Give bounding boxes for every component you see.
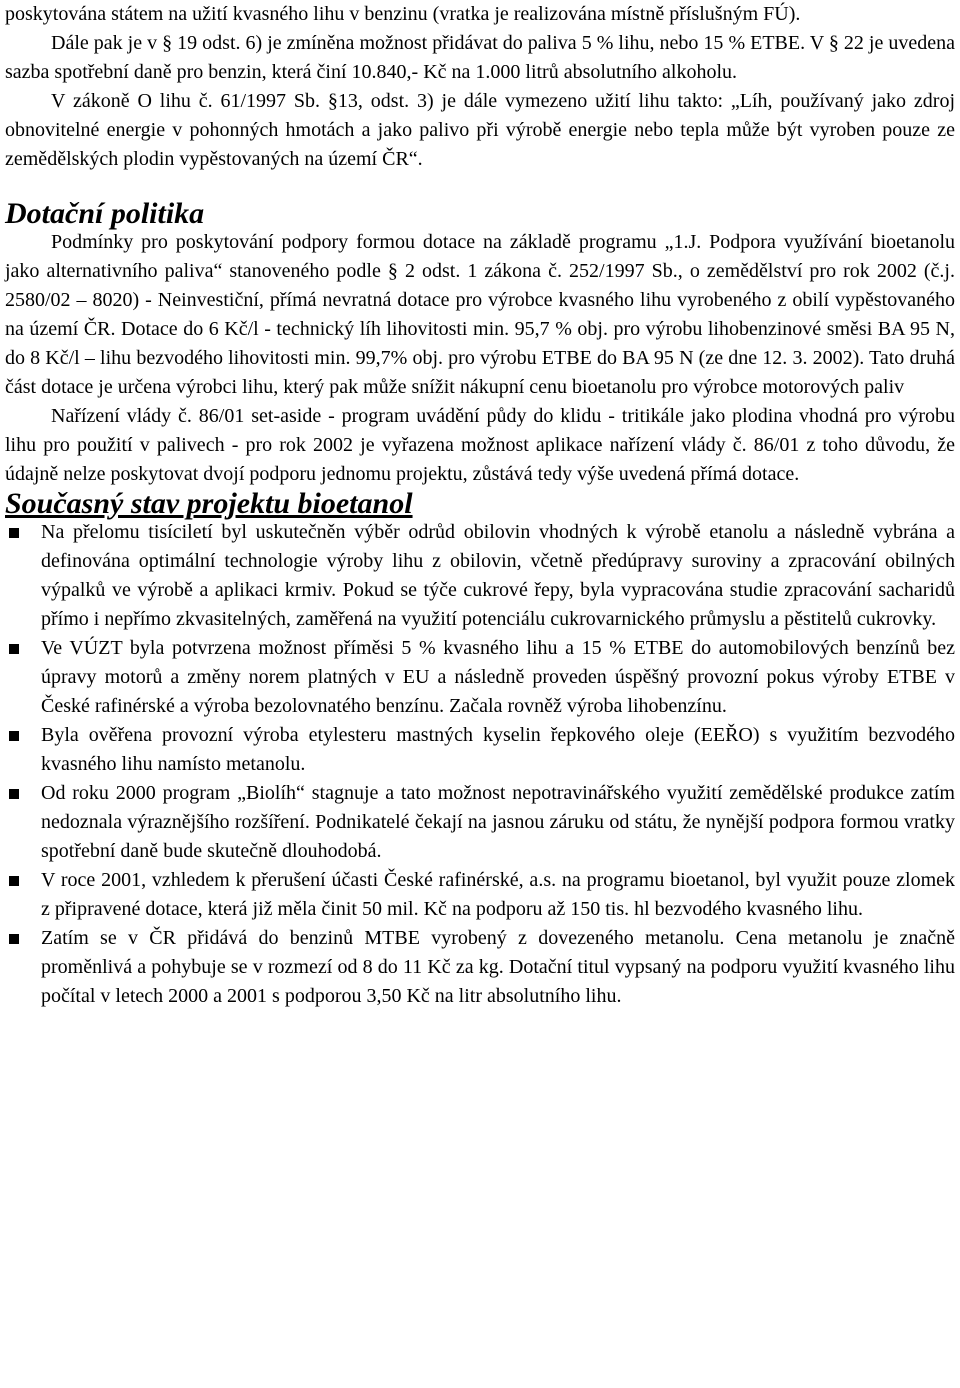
list-item-text: V roce 2001, vzhledem k přerušení účasti České rafinérské, a.s. na programu bioetanol, byl využit pouze zlomek z připravené dotace, která již měla činit 50 mil. Kč na podporu až 150 tis. hl bezvodého kvasného lihu.	[41, 869, 955, 920]
project-status-heading: Současný stav projektu bioetanol	[5, 487, 413, 520]
list-item	[5, 924, 955, 1011]
list-item-text: Zatím se v ČR přidává do benzinů MTBE vyrobený z dovezeného metanolu. Cena metanolu je značně proměnlivá a pohybuje se v rozmezí od 8 do 11 Kč za kg. Dotační titul vypsaný na podporu využití kvasného lihu počítal v letech 2000 a 2001 s podporou 3,50 Kč na litr absolutního lihu.	[41, 927, 955, 1007]
list-item	[5, 518, 955, 634]
square-bullet-icon	[9, 934, 19, 944]
intro-paragraph-1: poskytována státem na užití kvasného lihu v benzinu (vratka je realizována místně příslušným FÚ).	[5, 3, 801, 25]
subsidy-paragraph-1: Podmínky pro poskytování podpory formou dotace na základě programu „1.J. Podpora využívání bioetanolu jako alternativního paliva“ stanoveného podle § 2 odst. 1 zákona č. 252/1997 Sb., o zemědělství pro rok 2002 (č.j. 2580/02 – 8020) - Neinvestiční, přímá nevratná dotace pro výrobce kvasného lihu vyrobeného z obilí vypěstovaného na území ČR. Dotace do 6 Kč/l - technický líh lihovitosti min. 95,7 % obj. pro výrobu lihobenzinové směsi BA 95 N, do 8 Kč/l – lihu bezvodého lihovitosti min. 99,7% obj. pro výrobu ETBE do BA 95 N (ze dne 12. 3. 2002). Tato druhá část dotace je určena výrobci lihu, který pak může snížit nákupní cenu bioetanolu pro výrobce motorových paliv	[5, 231, 955, 398]
square-bullet-icon	[9, 528, 19, 538]
intro-paragraph-3: V zákoně O lihu č. 61/1997 Sb. §13, odst. 3) je dále vymezeno užití lihu takto: „Líh, používaný jako zdroj obnovitelné energie v pohonných hmotách a jako palivo při výrobě energie nebo tepla může být vyroben pouze ze zemědělských plodin vypěstovaných na území ČR“.	[5, 90, 955, 170]
square-bullet-icon	[9, 876, 19, 886]
square-bullet-icon	[9, 644, 19, 654]
square-bullet-icon	[9, 789, 19, 799]
subsidy-paragraph-2: Nařízení vlády č. 86/01 set-aside - program uvádění půdy do klidu - tritikále jako plodina vhodná pro výrobu lihu pro použití v palivech - pro rok 2002 je vyřazena možnost aplikace nařízení vlády č. 86/01 z toho důvodu, že údajně nelze poskytovat dvojí podporu jednomu projektu, zůstává tedy výše uvedená přímá dotace.	[5, 405, 955, 485]
document-page	[5, 0, 955, 1011]
intro-paragraph-2: Dále pak je v § 19 odst. 6) je zmíněna možnost přidávat do paliva 5 % lihu, nebo 15 % ETBE. V § 22 je uvedena sazba spotřební daně pro benzin, která činí 10.840,- Kč na 1.000 litrů absolutního alkoholu.	[5, 32, 955, 83]
list-item-text: Byla ověřena provozní výroba etylesteru mastných kyselin řepkového oleje (EEŘO) s využitím bezvodého kvasného lihu namísto metanolu.	[41, 724, 955, 775]
list-item-text: Na přelomu tisíciletí byl uskutečněn výběr odrůd obilovin vhodných k výrobě etanolu a následně vybrána a definována optimální technologie výroby lihu z obilovin, včetně předúpravy suroviny a zpracování obilných výpalků ve výrobě a aplikaci krmiv. Pokud se týče cukrové řepy, byla vypracována studie zpracování sacharidů přímo i nepřímo zkvasitelných, zaměřená na využití potenciálu cukrovarnického průmyslu a pěstitelů cukrovky.	[41, 521, 955, 630]
list-item	[5, 779, 955, 866]
project-status-list	[5, 518, 955, 1011]
list-item-text: Ve VÚZT byla potvrzena možnost příměsi 5 % kvasného lihu a 15 % ETBE do automobilových benzínů bez úpravy motorů a změny norem platných v EU a následně proveden úspěšný provozní pokus výroby ETBE v České rafinérské a výroba bezolovnatého benzínu. Začala rovněž výroba lihobenzínu.	[41, 637, 955, 717]
list-item	[5, 721, 955, 779]
square-bullet-icon	[9, 731, 19, 741]
subsidy-heading: Dotační politika	[5, 197, 205, 230]
list-item	[5, 866, 955, 924]
list-item	[5, 634, 955, 721]
list-item-text: Od roku 2000 program „Biolíh“ stagnuje a tato možnost nepotravinářského využití zemědělské produkce zatím nedoznala výraznějšího rozšíření. Podnikatelé čekají na jasnou záruku od státu, že nynější podpora formou vratky spotřební daně bude skutečně dlouhodobá.	[41, 782, 955, 862]
